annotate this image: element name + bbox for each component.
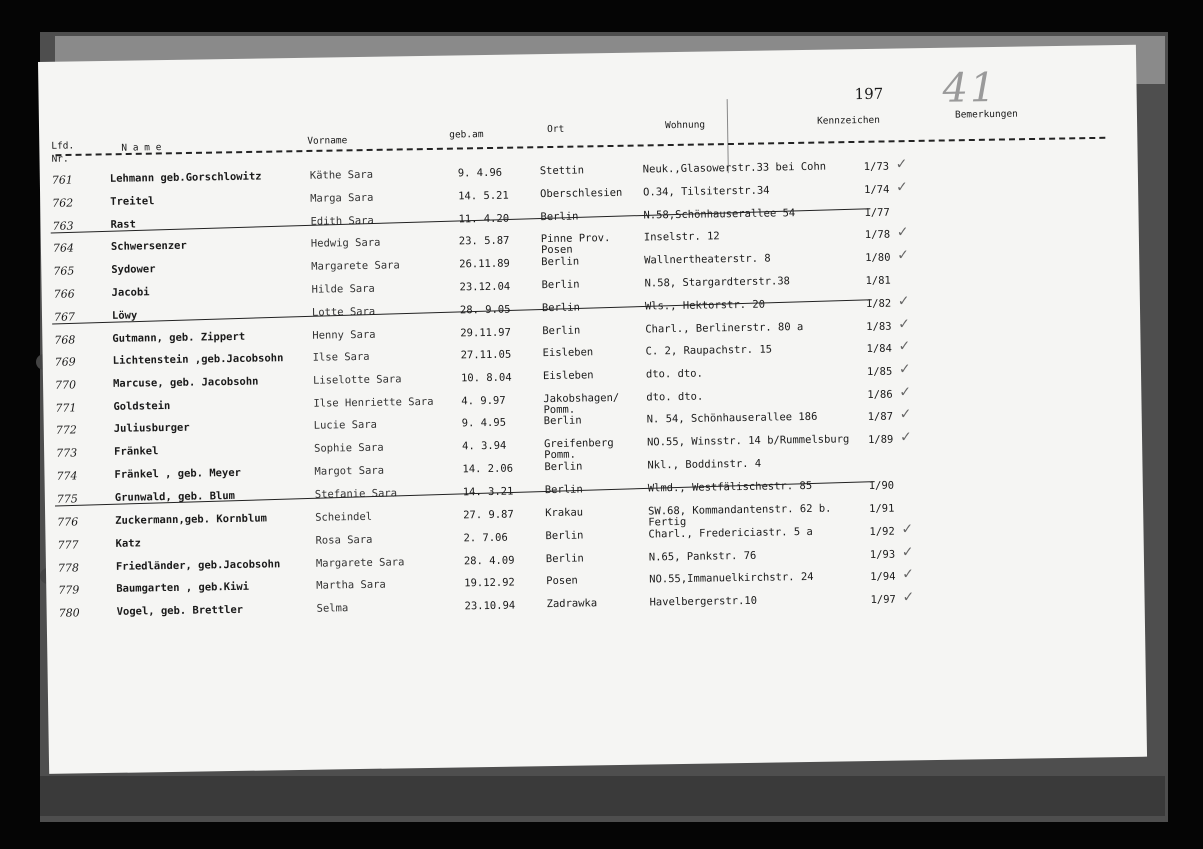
row-birthplace: Berlin (541, 255, 580, 269)
row-birthplace: Eisleben (542, 346, 594, 360)
check-mark: ✓ (901, 544, 914, 561)
row-birthplace: Stettin (539, 164, 585, 178)
row-birthplace: Berlin (544, 483, 583, 497)
row-address: Wls., Hektorstr. 20 (644, 298, 766, 313)
row-surname: Fränkel (114, 445, 159, 458)
row-given-name: Scheindel (315, 510, 373, 524)
row-given-name: Rosa Sara (315, 533, 373, 547)
row-number: 775 (56, 492, 78, 506)
row-birthplace: Posen (546, 574, 578, 588)
row-number: 761 (51, 173, 73, 187)
header-name: N a m e (121, 142, 162, 154)
row-surname: Rast (110, 218, 136, 231)
row-birth-date: 19.12.92 (464, 576, 515, 590)
row-address: Wlmd., Westfälischestr. 85 (647, 479, 813, 495)
row-given-name: Sophie Sara (314, 441, 384, 455)
row-number: 769 (54, 355, 76, 369)
row-number: 772 (55, 423, 77, 437)
row-birthplace: Greifenberg Pomm. (543, 437, 614, 462)
row-code: 1/92 (869, 525, 895, 538)
row-number: 762 (52, 196, 74, 210)
row-birth-date: 27.11.05 (460, 348, 512, 362)
row-birth-date: 9. 4.96 (457, 166, 503, 180)
row-code: 1/90 (868, 479, 895, 493)
row-birth-date: 14. 2.06 (462, 462, 514, 476)
row-code: 1/91 (869, 502, 895, 515)
row-birth-date: 14. 5.21 (458, 189, 509, 203)
row-birthplace: Pinne Prov. Posen (540, 232, 611, 257)
header-ort: Ort (547, 123, 565, 136)
row-surname: Friedländer, geb.Jacobsohn (115, 558, 281, 573)
row-given-name: Ilse Sara (312, 350, 370, 364)
row-number: 771 (55, 401, 77, 415)
row-code: 1/89 (867, 433, 894, 447)
row-birth-date: 28. 4.09 (463, 554, 515, 568)
row-number: 765 (53, 264, 75, 278)
handwritten-folio-number: 41 (942, 64, 998, 112)
check-mark: ✓ (899, 406, 912, 423)
row-address: Inselstr. 12 (643, 230, 720, 244)
backing-board-bottom-edge (40, 776, 1165, 816)
check-mark: ✓ (895, 179, 908, 196)
row-surname: Lehmann geb.Gorschlowitz (109, 170, 262, 185)
row-birthplace: Berlin (542, 324, 581, 338)
row-birthplace: Berlin (540, 210, 579, 224)
row-address: Neuk.,Glasowerstr.33 bei Cohn (642, 160, 827, 176)
row-given-name: Edith Sara (310, 214, 374, 228)
check-mark: ✓ (902, 566, 915, 583)
row-birthplace: Berlin (545, 552, 584, 566)
row-given-name: Käthe Sara (309, 168, 374, 182)
row-code: 1/94 (870, 570, 896, 583)
row-number: 777 (57, 538, 79, 552)
row-birth-date: 26.11.89 (459, 257, 510, 271)
row-address: O.34, Tilsiterstr.34 (643, 184, 770, 199)
row-surname: Jacobi (111, 286, 150, 299)
row-birth-date: 23.10.94 (464, 599, 516, 613)
row-birthplace: Krakau (545, 506, 584, 520)
header-wohnung: Wohnung (664, 119, 706, 132)
header-kennzeichen: Kennzeichen (816, 114, 881, 127)
header-bemerkungen: Bemerkungen (954, 108, 1018, 121)
row-given-name: Selma (316, 602, 349, 615)
row-given-name: Martha Sara (316, 578, 386, 592)
row-birth-date: 14. 3.21 (462, 485, 514, 499)
row-address: N.58, Stargardterstr.38 (644, 275, 791, 290)
row-surname: Katz (115, 537, 141, 550)
row-given-name: Henny Sara (312, 328, 376, 342)
check-mark: ✓ (898, 361, 911, 378)
check-mark: ✓ (899, 429, 912, 446)
header-vorname: Vorname (307, 135, 348, 147)
check-mark: ✓ (898, 316, 911, 333)
row-code: 1/73 (863, 160, 890, 174)
row-given-name: Margot Sara (314, 464, 385, 478)
row-number: 773 (56, 446, 78, 460)
row-number: 776 (57, 515, 79, 529)
row-address: SW.68, Kommandantenstr. 62 b. Fertig (648, 502, 832, 529)
check-mark: ✓ (898, 338, 911, 355)
row-number: 779 (58, 583, 80, 597)
row-code: 1/84 (866, 342, 892, 356)
row-number: 764 (52, 241, 75, 255)
row-code: 1/80 (865, 251, 891, 265)
check-mark: ✓ (895, 156, 908, 173)
row-birth-date: 23.12.04 (459, 280, 511, 294)
row-code: 1/97 (870, 593, 896, 606)
row-surname: Gutmann, geb. Zippert (112, 330, 246, 345)
row-surname: Löwy (111, 309, 138, 322)
row-birth-date: 4. 3.94 (461, 439, 507, 453)
check-mark: ✓ (897, 247, 910, 264)
row-given-name: Lucie Sara (313, 418, 378, 432)
row-birthplace: Berlin (541, 278, 580, 292)
row-birth-date: 9. 4.95 (461, 416, 507, 430)
row-birth-date: 4. 9.97 (461, 394, 506, 408)
row-surname: Goldstein (113, 399, 171, 413)
row-code: 1/78 (864, 228, 891, 242)
row-given-name: Margarete Sara (315, 556, 405, 570)
header-geb-am: geb.am (449, 129, 484, 141)
row-address: N.65, Pankstr. 76 (648, 549, 757, 564)
row-birth-date: 23. 5.87 (458, 234, 510, 248)
row-address: Charl., Fredericiastr. 5 a (648, 525, 813, 541)
row-birth-date: 29.11.97 (460, 326, 511, 340)
row-address: NO.55, Winsstr. 14 b/Rummelsburg (646, 433, 850, 449)
row-code: 1/87 (867, 410, 894, 424)
row-address: Wallnertheaterstr. 8 (644, 252, 771, 267)
row-given-name: Hilde Sara (311, 282, 375, 296)
row-number: 780 (58, 606, 80, 620)
row-birthplace: Berlin (545, 529, 584, 543)
row-birthplace: Berlin (543, 414, 582, 428)
row-number: 766 (53, 287, 75, 301)
row-surname: Fränkel , geb. Meyer (114, 466, 242, 481)
row-surname: Marcuse, geb. Jacobsohn (112, 375, 259, 390)
row-given-name: Stefanie Sara (314, 487, 398, 501)
row-number: 763 (52, 219, 74, 233)
row-given-name: Lotte Sara (311, 305, 376, 319)
row-birthplace: Oberschlesien (540, 186, 623, 201)
header-dashed-rule (55, 137, 1105, 156)
check-mark: ✓ (902, 589, 915, 606)
row-surname: Treitel (110, 195, 155, 208)
row-code: 1/86 (867, 388, 893, 402)
row-surname: Grunwald, geb. Blum (114, 489, 236, 504)
row-surname: Lichtenstein ,geb.Jacobsohn (112, 352, 284, 367)
check-mark: ✓ (901, 521, 914, 538)
row-birthplace: Berlin (541, 301, 580, 315)
row-surname: Zuckermann,geb. Kornblum (115, 512, 268, 527)
page-number: 197 (854, 84, 884, 104)
row-number: 778 (57, 561, 80, 575)
row-birthplace: Jakobshagen/ Pomm. (543, 391, 620, 417)
row-surname: Schwersenzer (110, 239, 187, 253)
row-surname: Baumgarten , geb.Kiwi (116, 580, 250, 595)
row-birthplace: Berlin (544, 460, 583, 474)
row-code: 1/74 (864, 183, 890, 197)
row-given-name: Marga Sara (310, 191, 374, 205)
header-lfd-nr: Lfd. Nr. (51, 140, 75, 165)
row-birth-date: 10. 8.04 (460, 371, 512, 385)
row-surname: Vogel, geb. Brettler (116, 603, 244, 618)
row-code: 1/83 (866, 320, 892, 334)
row-address: Nkl., Boddinstr. 4 (647, 457, 762, 472)
row-address: N.58,Schönhauserallee 54 (643, 207, 796, 222)
row-birthplace: Zadrawka (546, 597, 598, 611)
row-address: C. 2, Raupachstr. 15 (645, 343, 773, 358)
row-birth-date: 11. 4.20 (458, 212, 510, 226)
row-address: dto. dto. (646, 390, 704, 404)
row-number: 767 (53, 310, 76, 324)
row-address: Charl., Berlinerstr. 80 a (645, 321, 804, 336)
row-code: 1/77 (864, 206, 890, 220)
row-given-name: Liselotte Sara (312, 373, 402, 387)
row-code: 1/93 (869, 548, 896, 561)
row-code: 1/82 (865, 297, 892, 311)
row-surname: Juliusburger (113, 421, 190, 435)
row-birthplace: Eisleben (542, 369, 594, 383)
row-birth-date: 2. 7.06 (463, 531, 508, 545)
row-address: Havelbergerstr.10 (649, 594, 758, 609)
row-birth-date: 27. 9.87 (463, 508, 514, 522)
row-address: dto. dto. (645, 367, 703, 381)
row-birth-date: 28. 9.05 (459, 303, 511, 317)
row-number: 768 (54, 333, 76, 347)
row-surname: Sydower (111, 263, 156, 276)
row-number: 770 (54, 378, 77, 392)
document-page (38, 45, 1147, 774)
row-address: N. 54, Schönhauserallee 186 (646, 410, 818, 426)
row-number: 774 (56, 469, 78, 483)
row-code: 1/85 (866, 365, 893, 379)
row-given-name: Hedwig Sara (310, 236, 381, 250)
row-address: NO.55,Immanuelkirchstr. 24 (649, 570, 814, 586)
check-mark: ✓ (899, 384, 912, 401)
row-given-name: Ilse Henriette Sara (313, 395, 434, 410)
row-code: 1/81 (865, 274, 891, 288)
row-given-name: Margarete Sara (311, 259, 400, 273)
check-mark: ✓ (896, 224, 909, 241)
check-mark: ✓ (897, 293, 910, 310)
